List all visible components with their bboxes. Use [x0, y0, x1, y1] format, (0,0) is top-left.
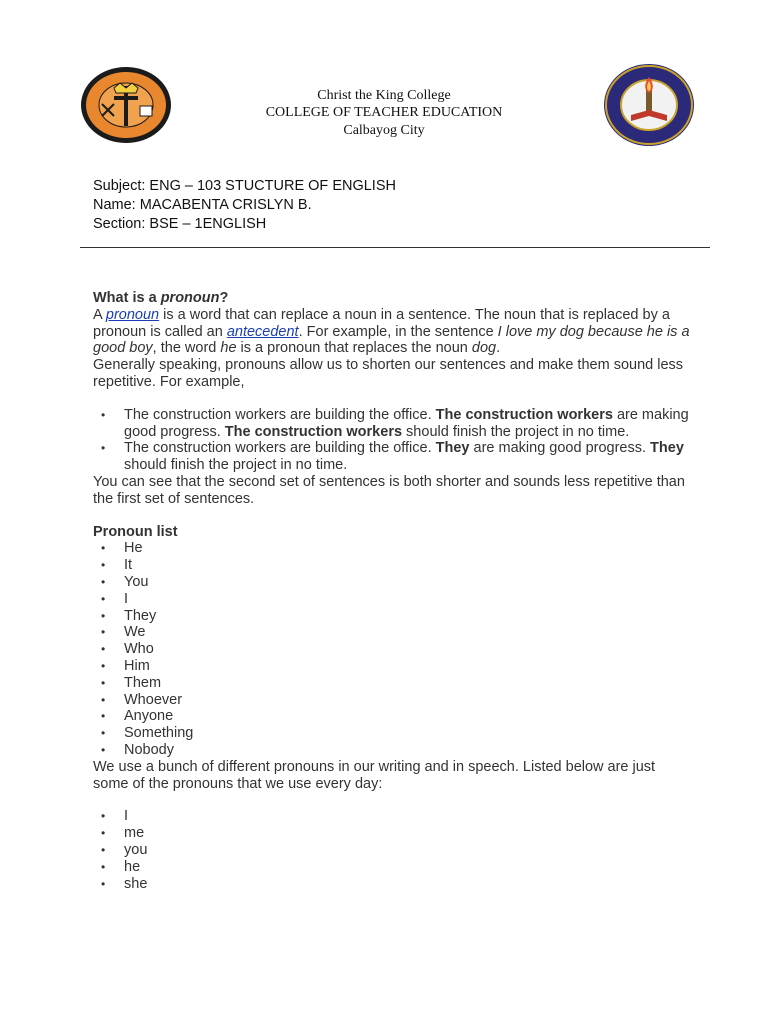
- heading-term: pronoun: [160, 290, 220, 306]
- definition-text: , the word: [152, 340, 221, 357]
- college-name: Christ the King College: [317, 88, 451, 103]
- list-item: • I: [93, 808, 693, 825]
- example-word-he: he: [220, 340, 237, 357]
- header-divider: [80, 247, 710, 248]
- list-item: • We: [93, 624, 693, 641]
- example-bold: The construction workers: [435, 406, 613, 423]
- example-list: [93, 407, 693, 474]
- list-item: • They: [93, 608, 693, 625]
- example-text: should finish the project in no time.: [402, 423, 630, 440]
- example-text: are making good progress.: [469, 440, 651, 457]
- list-item: • Them: [93, 675, 693, 692]
- conclusion-paragraph: You can see that the second set of sentences is both shorter and sounds less repetitive than the first set of sentences.: [93, 473, 685, 507]
- list-item: • Nobody: [93, 742, 693, 759]
- definition-text: .: [496, 340, 501, 357]
- definition-text: is a pronoun that replaces the noun: [236, 340, 472, 357]
- list-item: • he: [93, 859, 693, 876]
- name-line: Name: MACABENTA CRISLYN B.: [93, 197, 312, 213]
- list-item: • I: [93, 591, 693, 608]
- section-line: Section: BSE – 1ENGLISH: [93, 216, 267, 232]
- example-sentence: I love my dog because he is a good boy: [93, 323, 690, 357]
- example-bold: The construction workers: [224, 423, 403, 440]
- common-pronoun-list: [93, 808, 693, 892]
- definition-text: is a word that can replace a noun in a sentence. The noun that is replaced by a pronoun is called an: [93, 306, 670, 340]
- usage-paragraph: We use a bunch of different pronouns in our writing and in speech. Listed below are just some of the pronouns that we use every day:: [93, 758, 656, 792]
- heading-prefix: What is a: [93, 290, 161, 306]
- list-item: • It: [93, 557, 693, 574]
- list-item: • Anyone: [93, 708, 693, 725]
- list-item: • Who: [93, 641, 693, 658]
- pronoun-list: [93, 540, 693, 758]
- college-city: Calbayog City: [343, 123, 425, 138]
- list-item: • me: [93, 825, 693, 842]
- list-item: • He: [93, 540, 693, 557]
- example-bold: They: [435, 440, 470, 457]
- heading-suffix: ?: [219, 290, 229, 306]
- general-paragraph: Generally speaking, pronouns allow us to shorten our sentences and make them sound less repetitive. For example,: [93, 357, 684, 390]
- definition-text: A: [93, 306, 106, 323]
- definition-text: . For example, in the sentence: [298, 323, 498, 340]
- document-body: [93, 290, 693, 892]
- list-item: • she: [93, 876, 693, 893]
- example-text: should finish the project in no time.: [124, 457, 348, 474]
- example-text: The construction workers are building the office.: [124, 440, 436, 457]
- definition-paragraph: [93, 307, 693, 357]
- example-bold: They: [650, 440, 684, 457]
- pronoun-list-heading: Pronoun list: [93, 523, 178, 540]
- example-text: are making good progress.: [124, 406, 689, 440]
- list-item: • Him: [93, 658, 693, 675]
- list-item: • Something: [93, 725, 693, 742]
- subject-line: Subject: ENG – 103 STUCTURE OF ENGLISH: [93, 178, 396, 194]
- list-item: [93, 407, 693, 441]
- section-heading-what-is-pronoun: [93, 290, 693, 307]
- example-text: The construction workers are building the office.: [124, 406, 436, 423]
- pronoun-link[interactable]: pronoun: [105, 306, 160, 323]
- list-item: [93, 440, 693, 474]
- antecedent-link[interactable]: antecedent: [226, 323, 299, 340]
- department-name: COLLEGE OF TEACHER EDUCATION: [265, 105, 503, 120]
- list-item: • you: [93, 842, 693, 859]
- list-item: • You: [93, 574, 693, 591]
- example-word-dog: dog: [471, 340, 497, 357]
- list-item: • Whoever: [93, 692, 693, 709]
